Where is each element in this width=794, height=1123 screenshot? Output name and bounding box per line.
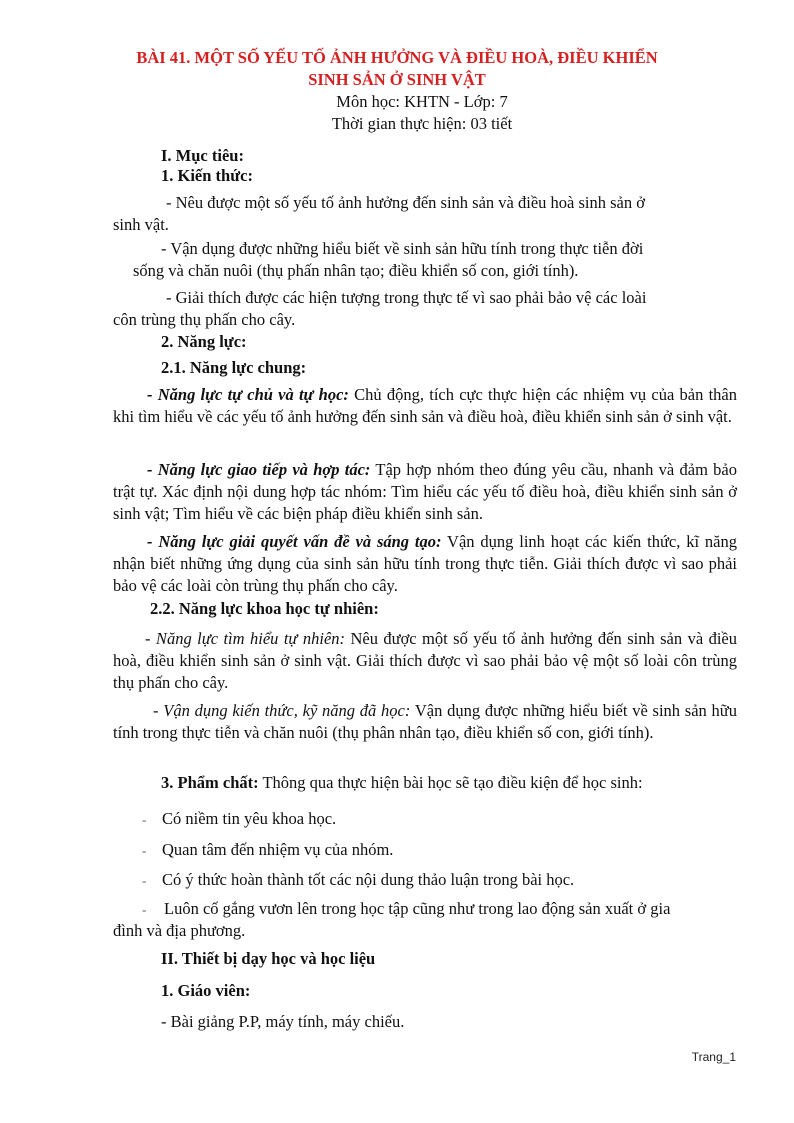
bullet-marker: -: [142, 902, 147, 917]
lesson-title-line2: SINH SẢN Ở SINH VẬT: [308, 70, 486, 89]
quality-intro: Thông qua thực hiện bài học sẽ tạo điều kiện để học sinh:: [258, 773, 643, 792]
equipment-heading: II. Thiết bị dạy học và học liệu: [161, 949, 376, 968]
communication-paragraph: [113, 459, 737, 525]
knowledge-item-2-line1: - Vận dụng được những hiểu biết về sinh sản hữu tính trong thực tiễn đời: [161, 239, 644, 258]
quality-heading: 3. Phẩm chất:: [161, 773, 259, 792]
knowledge-item-3-line2: côn trùng thụ phấn cho cây.: [113, 310, 296, 329]
self-study-text: Chủ động, tích cực thực hiện các nhiệm vụ của bản thân khi tìm hiểu về các yếu tố ảnh hưởng đến sinh sản và điều hoà, điều khiển sinh sản ở sinh vật.: [113, 385, 737, 426]
communication-label: - Năng lực giao tiếp và hợp tác:: [147, 460, 371, 479]
quality-line: [161, 772, 643, 794]
apply-knowledge-paragraph: [113, 700, 737, 744]
knowledge-item-1-line2: sinh vật.: [113, 215, 169, 234]
knowledge-item-2-line2: sống và chăn nuôi (thụ phấn nhân tạo; điều khiển số con, giới tính).: [133, 261, 579, 280]
bullet-marker: -: [142, 812, 147, 827]
subject-line: Môn học: KHTN - Lớp: 7: [336, 92, 508, 111]
self-study-paragraph: [113, 384, 737, 428]
objectives-heading: I. Mục tiêu:: [161, 146, 244, 165]
knowledge-item-3-line1: - Giải thích được các hiện tượng trong thực tế vì sao phải bảo vệ các loài: [166, 288, 647, 307]
knowledge-heading: 1. Kiến thức:: [161, 166, 253, 185]
page-number: Trang_1: [691, 1050, 736, 1064]
science-competence-heading: 2.2. Năng lực khoa học tự nhiên:: [150, 599, 379, 618]
self-study-label: - Năng lực tự chủ và tự học:: [147, 385, 349, 404]
teacher-item: - Bài giảng P.P, máy tính, máy chiếu.: [161, 1012, 405, 1031]
problem-solving-paragraph: [113, 531, 737, 597]
explore-nature-paragraph: [113, 628, 737, 694]
teacher-heading: 1. Giáo viên:: [161, 981, 251, 1000]
duration-line: Thời gian thực hiện: 03 tiết: [331, 114, 513, 133]
quality-last-item-line2: đình và địa phương.: [113, 921, 246, 940]
problem-solving-text: Vận dụng linh hoạt các kiến thức, kĩ năng nhận biết những ứng dụng của sinh sản hữu tính trong thực tiễn. Giải thích được vì sao phải bảo vệ các loài còn trùng thụ phấn cho cây.: [113, 532, 737, 595]
bullet-marker: -: [142, 873, 147, 888]
bullet-marker: -: [142, 843, 147, 858]
apply-knowledge-label: - Vận dụng kiến thức, kỹ năng đã học:: [153, 701, 411, 720]
knowledge-item-1-line1: - Nêu được một số yếu tố ảnh hưởng đến sinh sản và điều hoà sinh sản ở: [166, 193, 645, 212]
lesson-title-line1: BÀI 41. MỘT SỐ YẾU TỐ ẢNH HƯỞNG VÀ ĐIỀU HOÀ, ĐIỀU KHIỂN: [136, 48, 658, 67]
explore-nature-text: Nêu được một số yếu tố ảnh hưởng đến sinh sản và điều hoà, điều khiển sinh sản ở sinh vật. Giải thích được vì sao phải bảo vệ một số loài côn trùng thụ phấn cho cây.: [113, 629, 737, 692]
quality-item: Có niềm tin yêu khoa học.: [162, 809, 337, 828]
apply-knowledge-text: Vận dụng được những hiểu biết về sinh sản hữu tính trong thực tiễn và chăn nuôi (thụ phân nhân tạo, điều khiển số con, giới tính).: [113, 701, 737, 742]
competence-heading: 2. Năng lực:: [161, 332, 247, 351]
quality-item: Có ý thức hoàn thành tốt các nội dung thảo luận trong bài học.: [162, 870, 575, 889]
quality-last-item-line1: Luôn cố gắng vươn lên trong học tập cũng như trong lao động sản xuất ở gia: [164, 899, 671, 918]
communication-text: Tập hợp nhóm theo đúng yêu cầu, nhanh và đảm bảo trật tự. Xác định nội dung hợp tác nhóm: Tìm hiểu các yếu tố điều hoà, điều khiển sinh sản ở sinh vật; Tìm hiểu về các biện pháp điều khiển sinh sản.: [113, 460, 737, 523]
quality-item: Quan tâm đến nhiệm vụ của nhóm.: [162, 840, 394, 859]
general-competence-heading: 2.1. Năng lực chung:: [161, 358, 307, 377]
explore-nature-label: - Năng lực tìm hiểu tự nhiên:: [145, 629, 346, 648]
problem-solving-label: - Năng lực giải quyết vấn đề và sáng tạo:: [147, 532, 442, 551]
